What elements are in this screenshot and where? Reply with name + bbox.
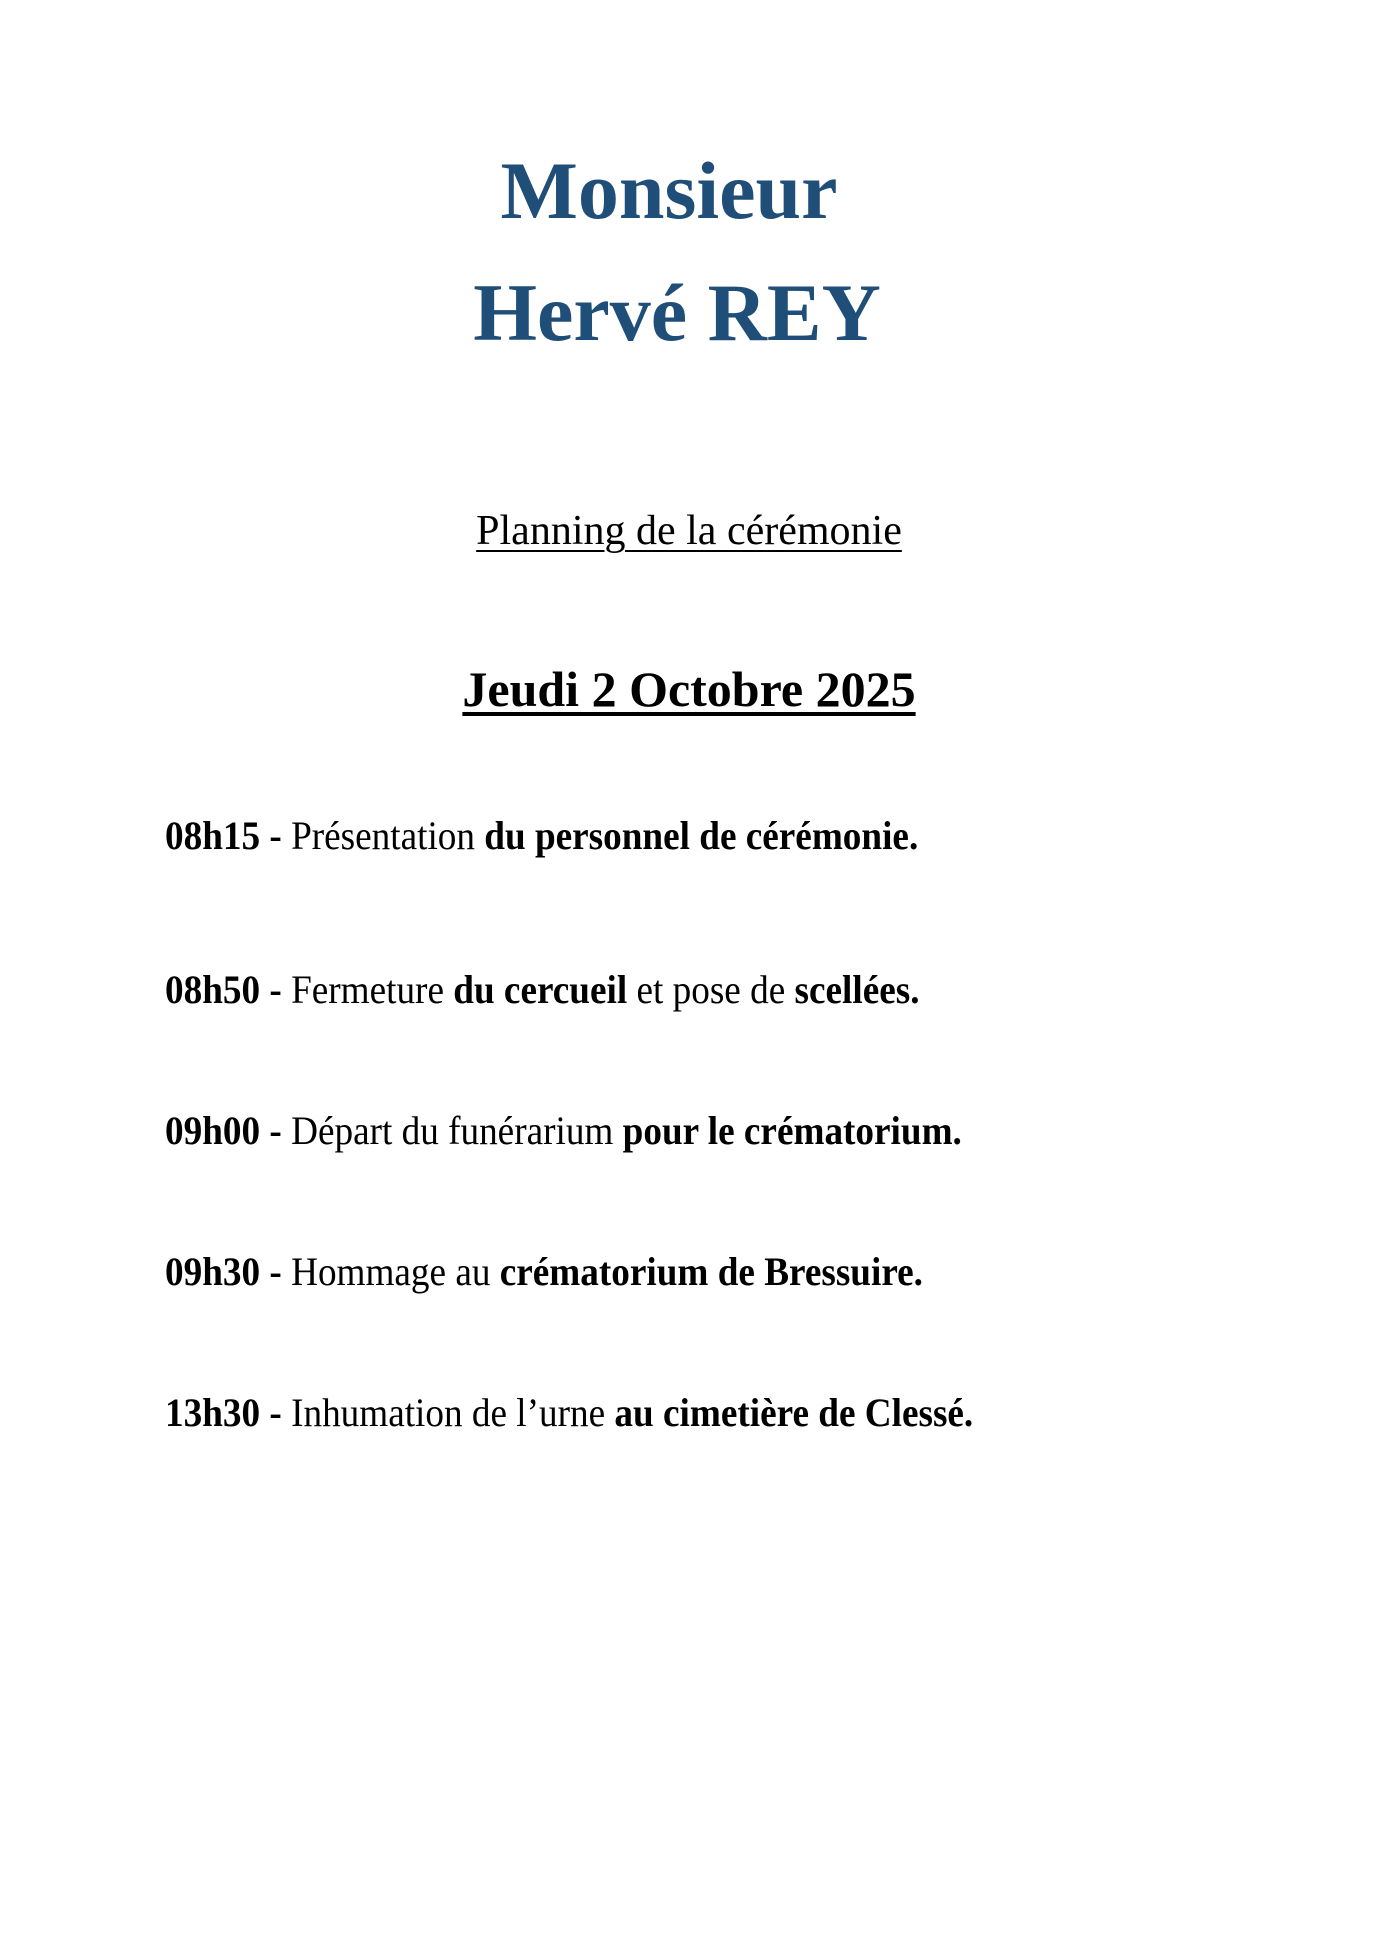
schedule-time: 09h30 [165,1249,261,1294]
schedule-text: Départ du funérarium [291,1108,623,1153]
schedule-separator: - [260,813,292,858]
schedule-separator: - [260,1249,292,1294]
date-container [0,661,1378,717]
schedule-text-bold: scellées. [794,967,920,1012]
schedule-item [165,1108,962,1153]
subtitle-container [0,510,1378,552]
schedule-text: et pose de [627,967,795,1012]
schedule-text: Fermeture [291,967,454,1012]
ceremony-date: Jeudi 2 Octobre 2025 [462,661,916,717]
schedule-separator: - [260,1390,292,1435]
schedule-item [165,1390,974,1435]
schedule-time: 08h15 [165,813,261,858]
schedule-text: Présentation [291,813,485,858]
title-name: Hervé REY [473,267,881,358]
schedule-text-bold: pour le crématorium. [622,1108,962,1153]
schedule-item [165,1249,923,1294]
schedule-time: 08h50 [165,967,261,1012]
schedule-time: 09h00 [165,1108,261,1153]
schedule-item [165,967,920,1012]
title-honorific: Monsieur [500,145,838,236]
schedule-time: 13h30 [165,1390,261,1435]
schedule-text: Inhumation de l’urne [291,1390,615,1435]
schedule-text: Hommage au [291,1249,500,1294]
schedule-separator: - [260,967,292,1012]
schedule-text-bold: du cercueil [453,967,628,1012]
schedule-item [165,813,919,858]
schedule-text-bold: du personnel de cérémonie. [484,813,919,858]
subtitle: Planning de la cérémonie [476,508,902,554]
schedule-separator: - [260,1108,292,1153]
schedule-text-bold: au cimetière de Clessé. [614,1390,974,1435]
schedule-text-bold: crématorium de Bressuire. [499,1249,923,1294]
